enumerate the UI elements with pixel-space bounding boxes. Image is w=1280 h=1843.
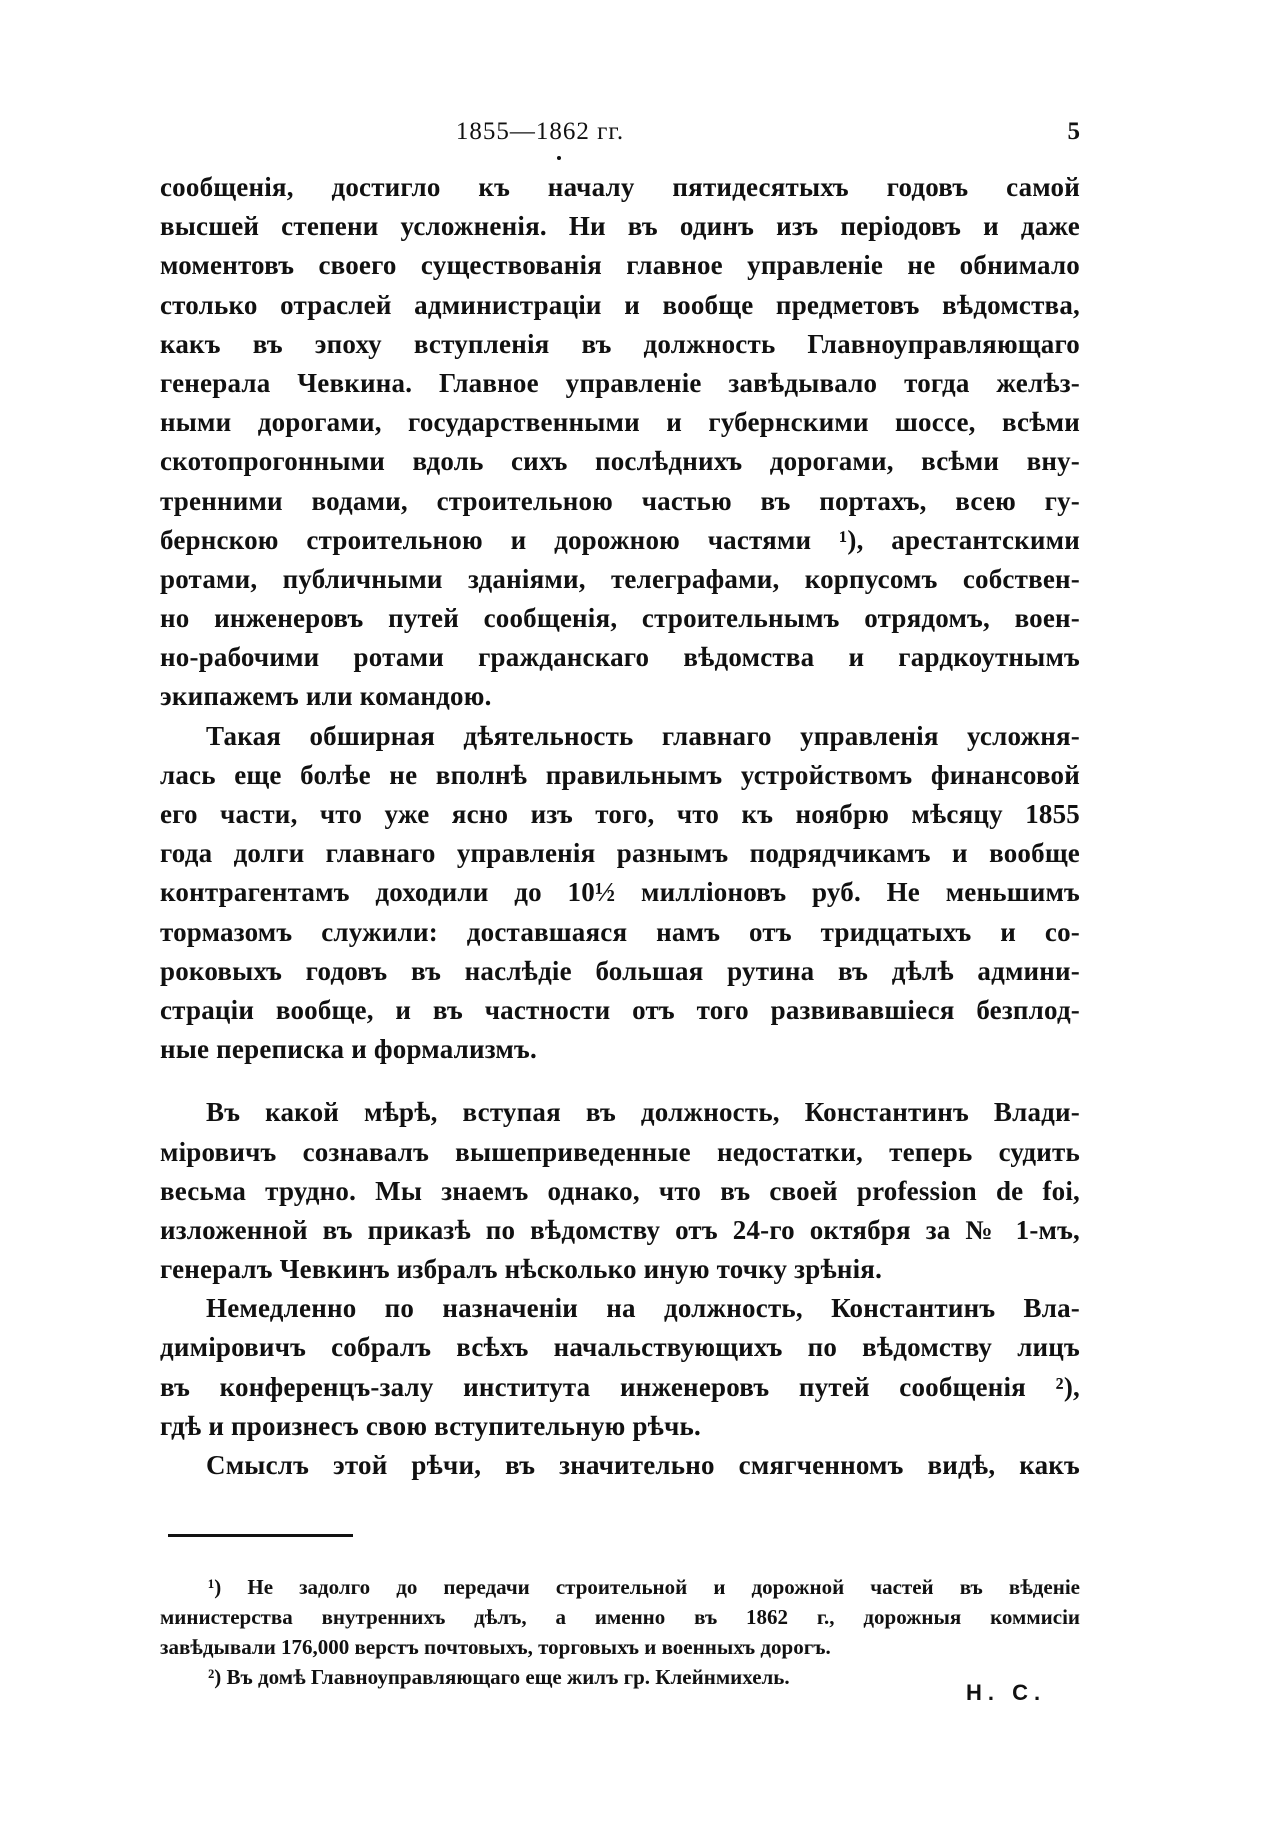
footnote-1 <box>160 1572 1080 1662</box>
text-line: страціи вообще, и въ частности отъ того развивавшіеся безплод- <box>160 994 1080 1025</box>
paragraph <box>160 1289 1080 1446</box>
footnote-line: ¹) Не задолго до передачи строительной и дорожной частей въ вѣденіе <box>208 1575 1080 1599</box>
body-text <box>160 168 1080 1485</box>
text-line: генералъ Чевкинъ избралъ нѣсколько иную точку зрѣнія. <box>160 1254 883 1285</box>
book-page <box>160 0 1080 1843</box>
text-line: бернскою строительною и дорожною частями ¹), арестантскими <box>160 524 1080 555</box>
running-head <box>160 118 1080 148</box>
footnote-2 <box>160 1662 1080 1692</box>
footnote-line: министерства внутреннихъ дѣлъ, а именно въ 1862 г., дорожныя коммисіи <box>160 1605 1080 1629</box>
text-line: Смыслъ этой рѣчи, въ значительно смягченномъ видѣ, какъ <box>206 1450 1080 1480</box>
printing-speck <box>557 156 561 160</box>
text-line: тормазомъ служили: доставшаяся намъ отъ тридцатыхъ и со- <box>160 916 1080 947</box>
text-line: ротами, публичными зданіями, телеграфами, корпусомъ собствен- <box>160 563 1080 594</box>
text-line: столько отраслей администраціи и вообще предметовъ вѣдомства, <box>160 289 1080 320</box>
text-line: роковыхъ годовъ въ наслѣдіе большая рутина въ дѣлѣ админи- <box>160 955 1080 986</box>
text-line: контрагентамъ доходили до 10½ милліоновъ руб. Не меньшимъ <box>160 877 1080 908</box>
text-line: Такая обширная дѣятельность главнаго управленія усложня- <box>206 720 1080 751</box>
running-head-title: 1855—1862 гг. <box>455 118 625 145</box>
text-line: моментовъ своего существованія главное управленіе не обнимало <box>160 250 1080 281</box>
text-line: диміровичъ собралъ всѣхъ начальствующихъ по вѣдомству лицъ <box>160 1332 1080 1363</box>
footnote-line: ²) Въ домѣ Главноуправляющаго еще жилъ гр. Клейнмихель. <box>208 1665 790 1689</box>
text-line: сообщенія, достигло къ началу пятидесятыхъ годовъ самой <box>160 172 1080 202</box>
footnote-line: завѣдывали 176,000 верстъ почтовыхъ, торговыхъ и военныхъ дорогъ. <box>160 1635 831 1659</box>
footnotes <box>160 1572 1080 1692</box>
text-line: высшей степени усложненія. Ни въ одинъ изъ періодовъ и даже <box>160 211 1080 242</box>
text-line: въ конференцъ-залу института инженеровъ путей сообщенія ²), <box>160 1371 1080 1402</box>
signature-mark: Н. С. <box>966 1680 1047 1705</box>
text-line: но инженеровъ путей сообщенія, строительнымъ отрядомъ, воен- <box>160 603 1080 634</box>
text-line: генерала Чевкина. Главное управленіе завѣдывало тогда желѣз- <box>160 367 1080 398</box>
text-line: его части, что уже ясно изъ того, что къ ноябрю мѣсяцу 1855 <box>160 799 1080 829</box>
footnote-divider <box>168 1534 353 1537</box>
page-number: 5 <box>1067 118 1080 145</box>
text-line: но-рабочими ротами гражданскаго вѣдомства и гардкоутнымъ <box>160 642 1080 673</box>
text-line: года долги главнаго управленія разнымъ подрядчикамъ и вообще <box>160 838 1080 869</box>
text-line: скотопрогонными вдоль сихъ послѣднихъ дорогами, всѣми вну- <box>160 446 1080 477</box>
text-line: Немедленно по назначеніи на должность, Константинъ Вла- <box>206 1293 1080 1324</box>
text-line: изложенной въ приказѣ по вѣдомству отъ 24-го октября за № 1-мъ, <box>160 1214 1080 1245</box>
text-line: весьма трудно. Мы знаемъ однако, что въ своей profession de foi, <box>160 1175 1080 1206</box>
paragraph-gap <box>160 1069 1080 1093</box>
text-line: экипажемъ или командою. <box>160 681 492 712</box>
text-line: гдѣ и произнесъ свою вступительную рѣчь. <box>160 1410 701 1441</box>
text-line: какъ въ эпоху вступленія въ должность Главноуправляющаго <box>160 328 1080 359</box>
paragraph <box>160 168 1080 717</box>
text-line: ными дорогами, государственными и губернскими шоссе, всѣми <box>160 407 1080 438</box>
paragraph <box>160 1446 1080 1485</box>
text-line: ные переписка и формализмъ. <box>160 1034 537 1065</box>
text-line: міровичъ сознавалъ вышеприведенные недостатки, теперь судить <box>160 1136 1080 1167</box>
text-line: Въ какой мѣрѣ, вступая въ должность, Константинъ Влади- <box>206 1097 1080 1128</box>
paragraph <box>160 717 1080 1070</box>
paragraph <box>160 1093 1080 1289</box>
text-line: тренними водами, строительною частью въ портахъ, всею гу- <box>160 485 1080 516</box>
text-line: лась еще болѣе не вполнѣ правильнымъ устройствомъ финансовой <box>160 759 1080 790</box>
